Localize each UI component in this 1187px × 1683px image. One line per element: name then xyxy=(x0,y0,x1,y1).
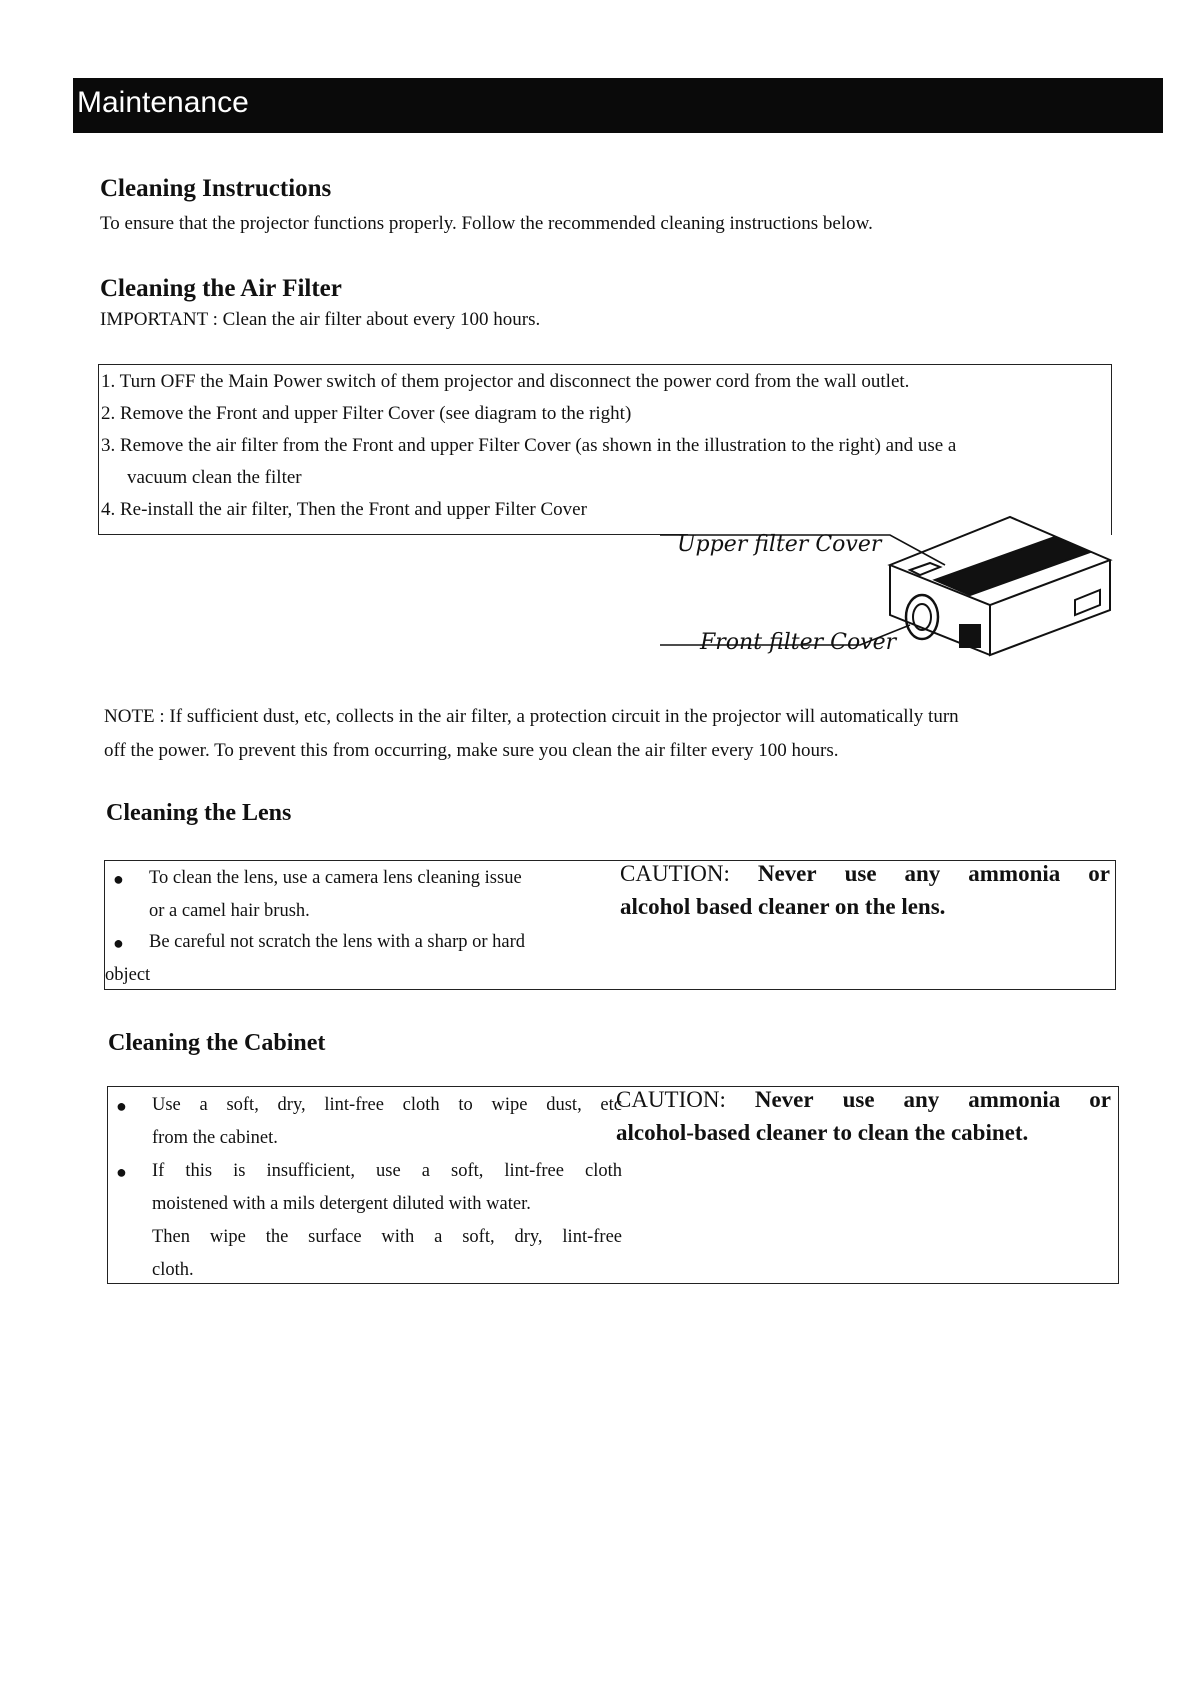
caution-word: ammonia xyxy=(968,1087,1061,1112)
cabinet-caution-line-2: alcohol-based cleaner to clean the cabinet. xyxy=(616,1120,1029,1145)
steps-box-bottom-rule xyxy=(98,534,688,535)
header-bar xyxy=(73,78,1163,133)
upper-filter-cover-label: Upper filter Cover xyxy=(677,532,882,557)
caution-word: or xyxy=(1089,1087,1111,1112)
caution-word: any xyxy=(904,861,941,886)
caution-word: any xyxy=(903,1087,940,1112)
lens-heading: Cleaning the Lens xyxy=(106,800,292,826)
lens-bullet-1-line-2: or a camel hair brush. xyxy=(149,901,310,921)
caution-word: use xyxy=(844,861,877,886)
cabinet-box xyxy=(107,1086,1119,1284)
cabinet-bullet-2-line-1: If this is insufficient, use a soft, lint-free cloth xyxy=(152,1161,622,1181)
cleaning-instructions-heading: Cleaning Instructions xyxy=(100,175,332,202)
cabinet-bullet-2-line-3: Then wipe the surface with a soft, dry, lint-free xyxy=(152,1227,622,1247)
step-1: 1. Turn OFF the Main Power switch of them projector and disconnect the power cord from the wall outlet. xyxy=(101,371,910,392)
cabinet-bullet-2-line-2: moistened with a mils detergent diluted with water. xyxy=(152,1194,531,1214)
cabinet-bullet-1-line-1: Use a soft, dry, lint-free cloth to wipe dust, etc xyxy=(152,1095,622,1115)
cleaning-instructions-intro: To ensure that the projector functions properly. Follow the recommended cleaning instructions below. xyxy=(100,213,873,234)
step-4: 4. Re-install the air filter, Then the Front and upper Filter Cover xyxy=(101,499,587,520)
caution-word: or xyxy=(1088,861,1110,886)
bullet-icon: ● xyxy=(113,869,124,889)
caution-word: CAUTION: xyxy=(616,1087,726,1112)
bullet-icon: ● xyxy=(116,1096,127,1116)
page-title: Maintenance xyxy=(77,86,249,119)
lens-caution-line-2: alcohol based cleaner on the lens. xyxy=(620,894,946,919)
air-filter-heading: Cleaning the Air Filter xyxy=(100,275,342,302)
cabinet-bullet-1-line-2: from the cabinet. xyxy=(152,1128,278,1148)
air-filter-important: IMPORTANT : Clean the air filter about every 100 hours. xyxy=(100,309,541,330)
lens-bullet-2-line-2: object xyxy=(105,965,151,985)
cabinet-bullet-2-line-4: cloth. xyxy=(152,1260,194,1280)
front-filter-cover-label: Front filter Cover xyxy=(700,630,897,655)
caution-word: Never xyxy=(754,1087,814,1112)
cabinet-caution-line-1 xyxy=(616,1083,1111,1116)
air-filter-note-line-1: NOTE : If sufficient dust, etc, collects in the air filter, a protection circuit in the projector will automatically turn xyxy=(104,706,959,727)
bullet-icon: ● xyxy=(113,933,124,953)
lens-box xyxy=(104,860,1116,990)
caution-word: Never xyxy=(757,861,817,886)
caution-word: use xyxy=(842,1087,875,1112)
cabinet-heading: Cleaning the Cabinet xyxy=(108,1030,326,1056)
lens-bullet-2-line-1: Be careful not scratch the lens with a sharp or hard xyxy=(149,932,526,952)
caution-word: CAUTION: xyxy=(620,861,730,886)
lens-bullet-1-line-1: To clean the lens, use a camera lens cleaning issue xyxy=(149,868,522,888)
lens-caution-line-1 xyxy=(620,857,1110,890)
step-2: 2. Remove the Front and upper Filter Cover (see diagram to the right) xyxy=(101,403,632,424)
air-filter-note-line-2: off the power. To prevent this from occurring, make sure you clean the air filter every 100 hours. xyxy=(104,740,839,761)
bullet-icon: ● xyxy=(116,1162,127,1182)
step-3-continued: vacuum clean the filter xyxy=(127,467,302,488)
step-3: 3. Remove the air filter from the Front and upper Filter Cover (as shown in the illustration to the right) and use a xyxy=(101,435,957,456)
caution-word: ammonia xyxy=(968,861,1061,886)
